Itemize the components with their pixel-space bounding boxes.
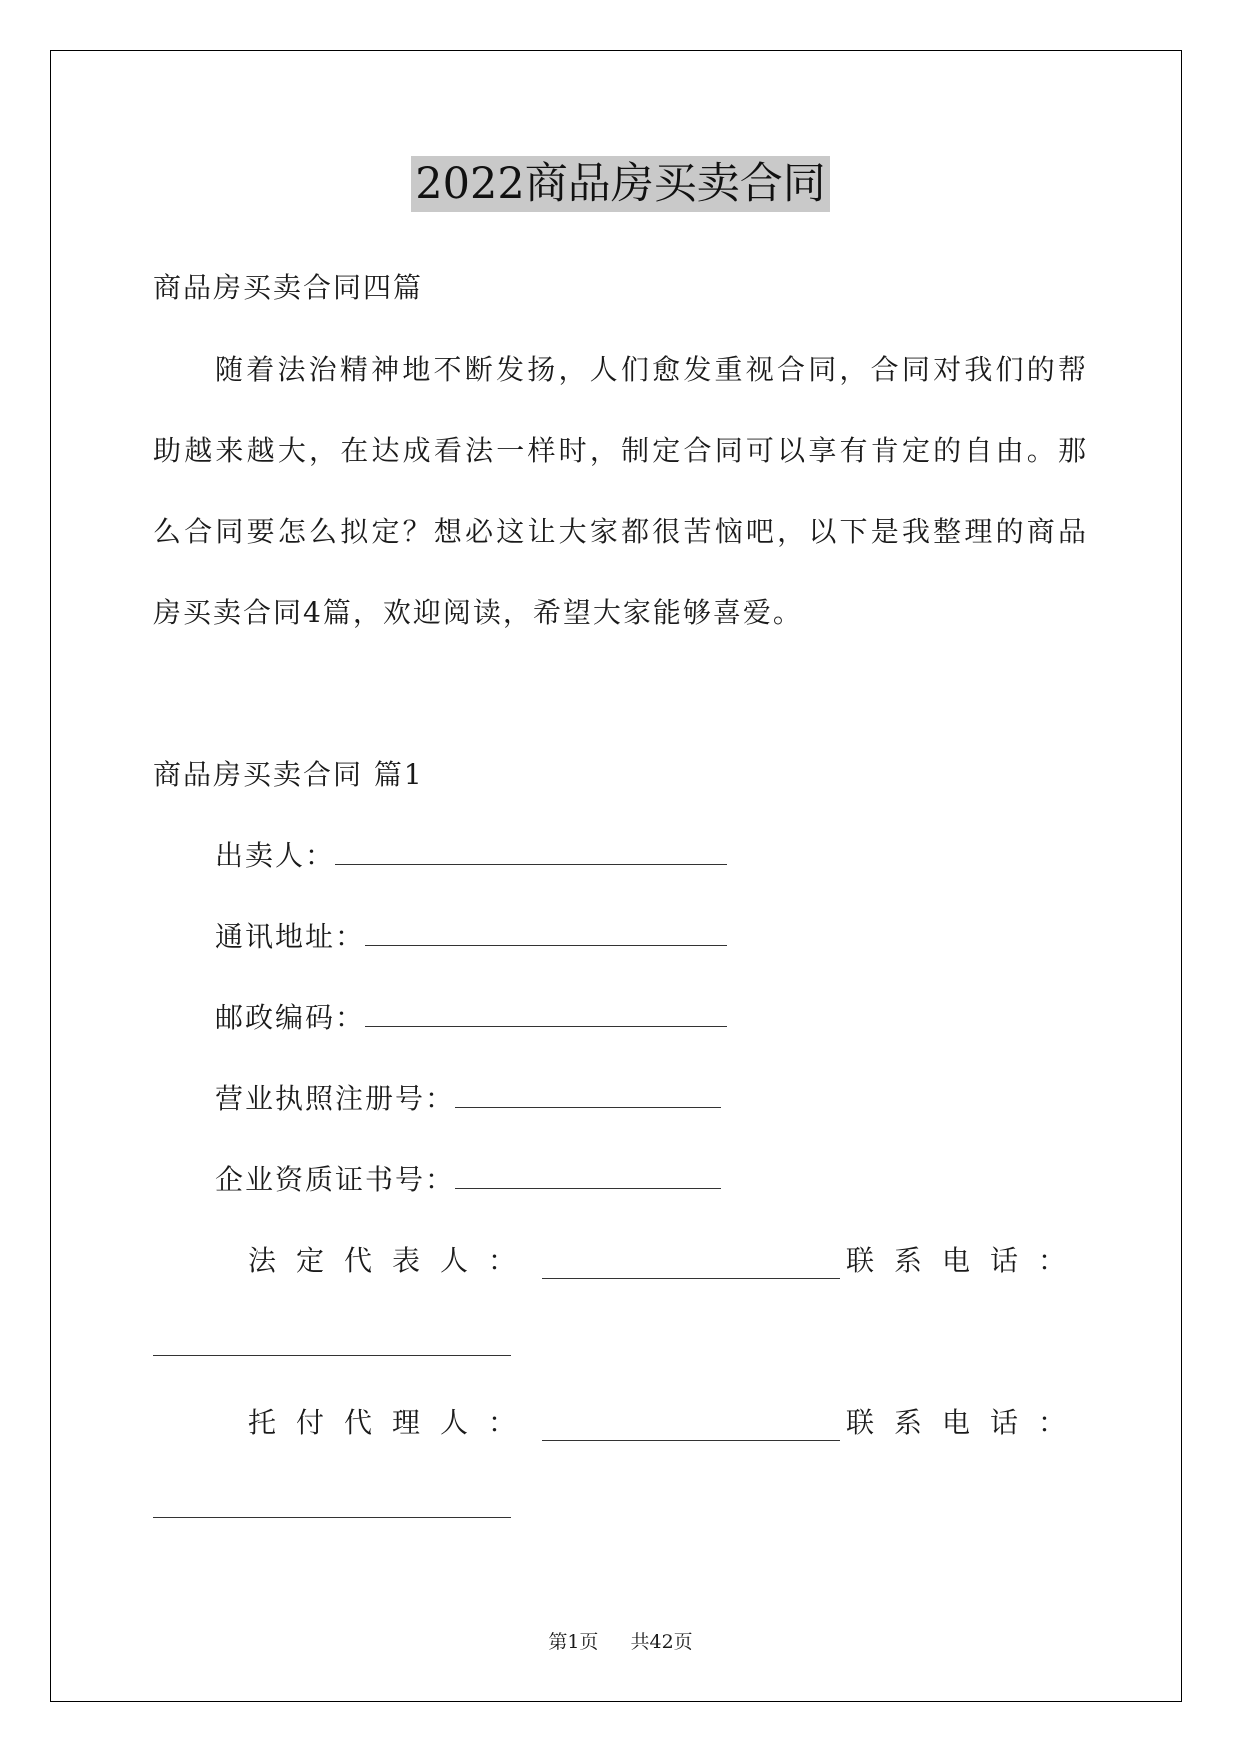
agent-phone-label: 联系电话： [845,1406,1086,1439]
section1-heading: 商品房买卖合同 篇1 [153,758,424,791]
legal-rep-phone-label: 联系电话： [845,1244,1086,1277]
agent-phone-blank[interactable] [153,1516,511,1518]
field-license-blank[interactable] [455,1081,721,1108]
field-seller-label: 出卖人： [215,839,336,872]
intro-line-4: 房买卖合同4篇，欢迎阅读，希望大家能够喜爱。 [153,596,803,629]
field-postcode [215,1000,727,1036]
document-subtitle: 商品房买卖合同四篇 [153,271,424,304]
agent-label: 托付代理人： [248,1406,537,1439]
field-address [215,919,727,955]
page-total: 共42页 [630,1631,693,1653]
field-qualification-blank[interactable] [455,1162,721,1189]
field-postcode-blank[interactable] [365,1000,727,1027]
legal-rep-row [248,1243,1086,1279]
field-seller-blank[interactable] [335,838,727,865]
field-address-blank[interactable] [365,919,727,946]
intro-line-1: 随着法治精神地不断发扬，人们愈发重视合同，合同对我们的帮 [215,353,1087,386]
field-seller [215,838,727,874]
agent-blank[interactable] [542,1414,840,1441]
field-qualification-label: 企业资质证书号： [215,1163,456,1196]
legal-rep-blank[interactable] [542,1252,840,1279]
agent-row [248,1405,1086,1441]
field-address-label: 通讯地址： [215,920,366,953]
legal-rep-phone-blank[interactable] [153,1354,511,1356]
page-footer [0,1630,1241,1654]
intro-line-3: 么合同要怎么拟定？想必这让大家都很苦恼吧，以下是我整理的商品 [153,515,1087,548]
document-title: 2022商品房买卖合同 [411,156,829,212]
title-container [0,156,1241,212]
page-number: 第1页 [548,1631,599,1653]
field-license [215,1081,721,1117]
field-license-label: 营业执照注册号： [215,1082,456,1115]
field-qualification [215,1162,721,1198]
legal-rep-label: 法定代表人： [248,1244,537,1277]
field-postcode-label: 邮政编码： [215,1001,366,1034]
intro-line-2: 助越来越大，在达成看法一样时，制定合同可以享有肯定的自由。那 [153,434,1087,467]
